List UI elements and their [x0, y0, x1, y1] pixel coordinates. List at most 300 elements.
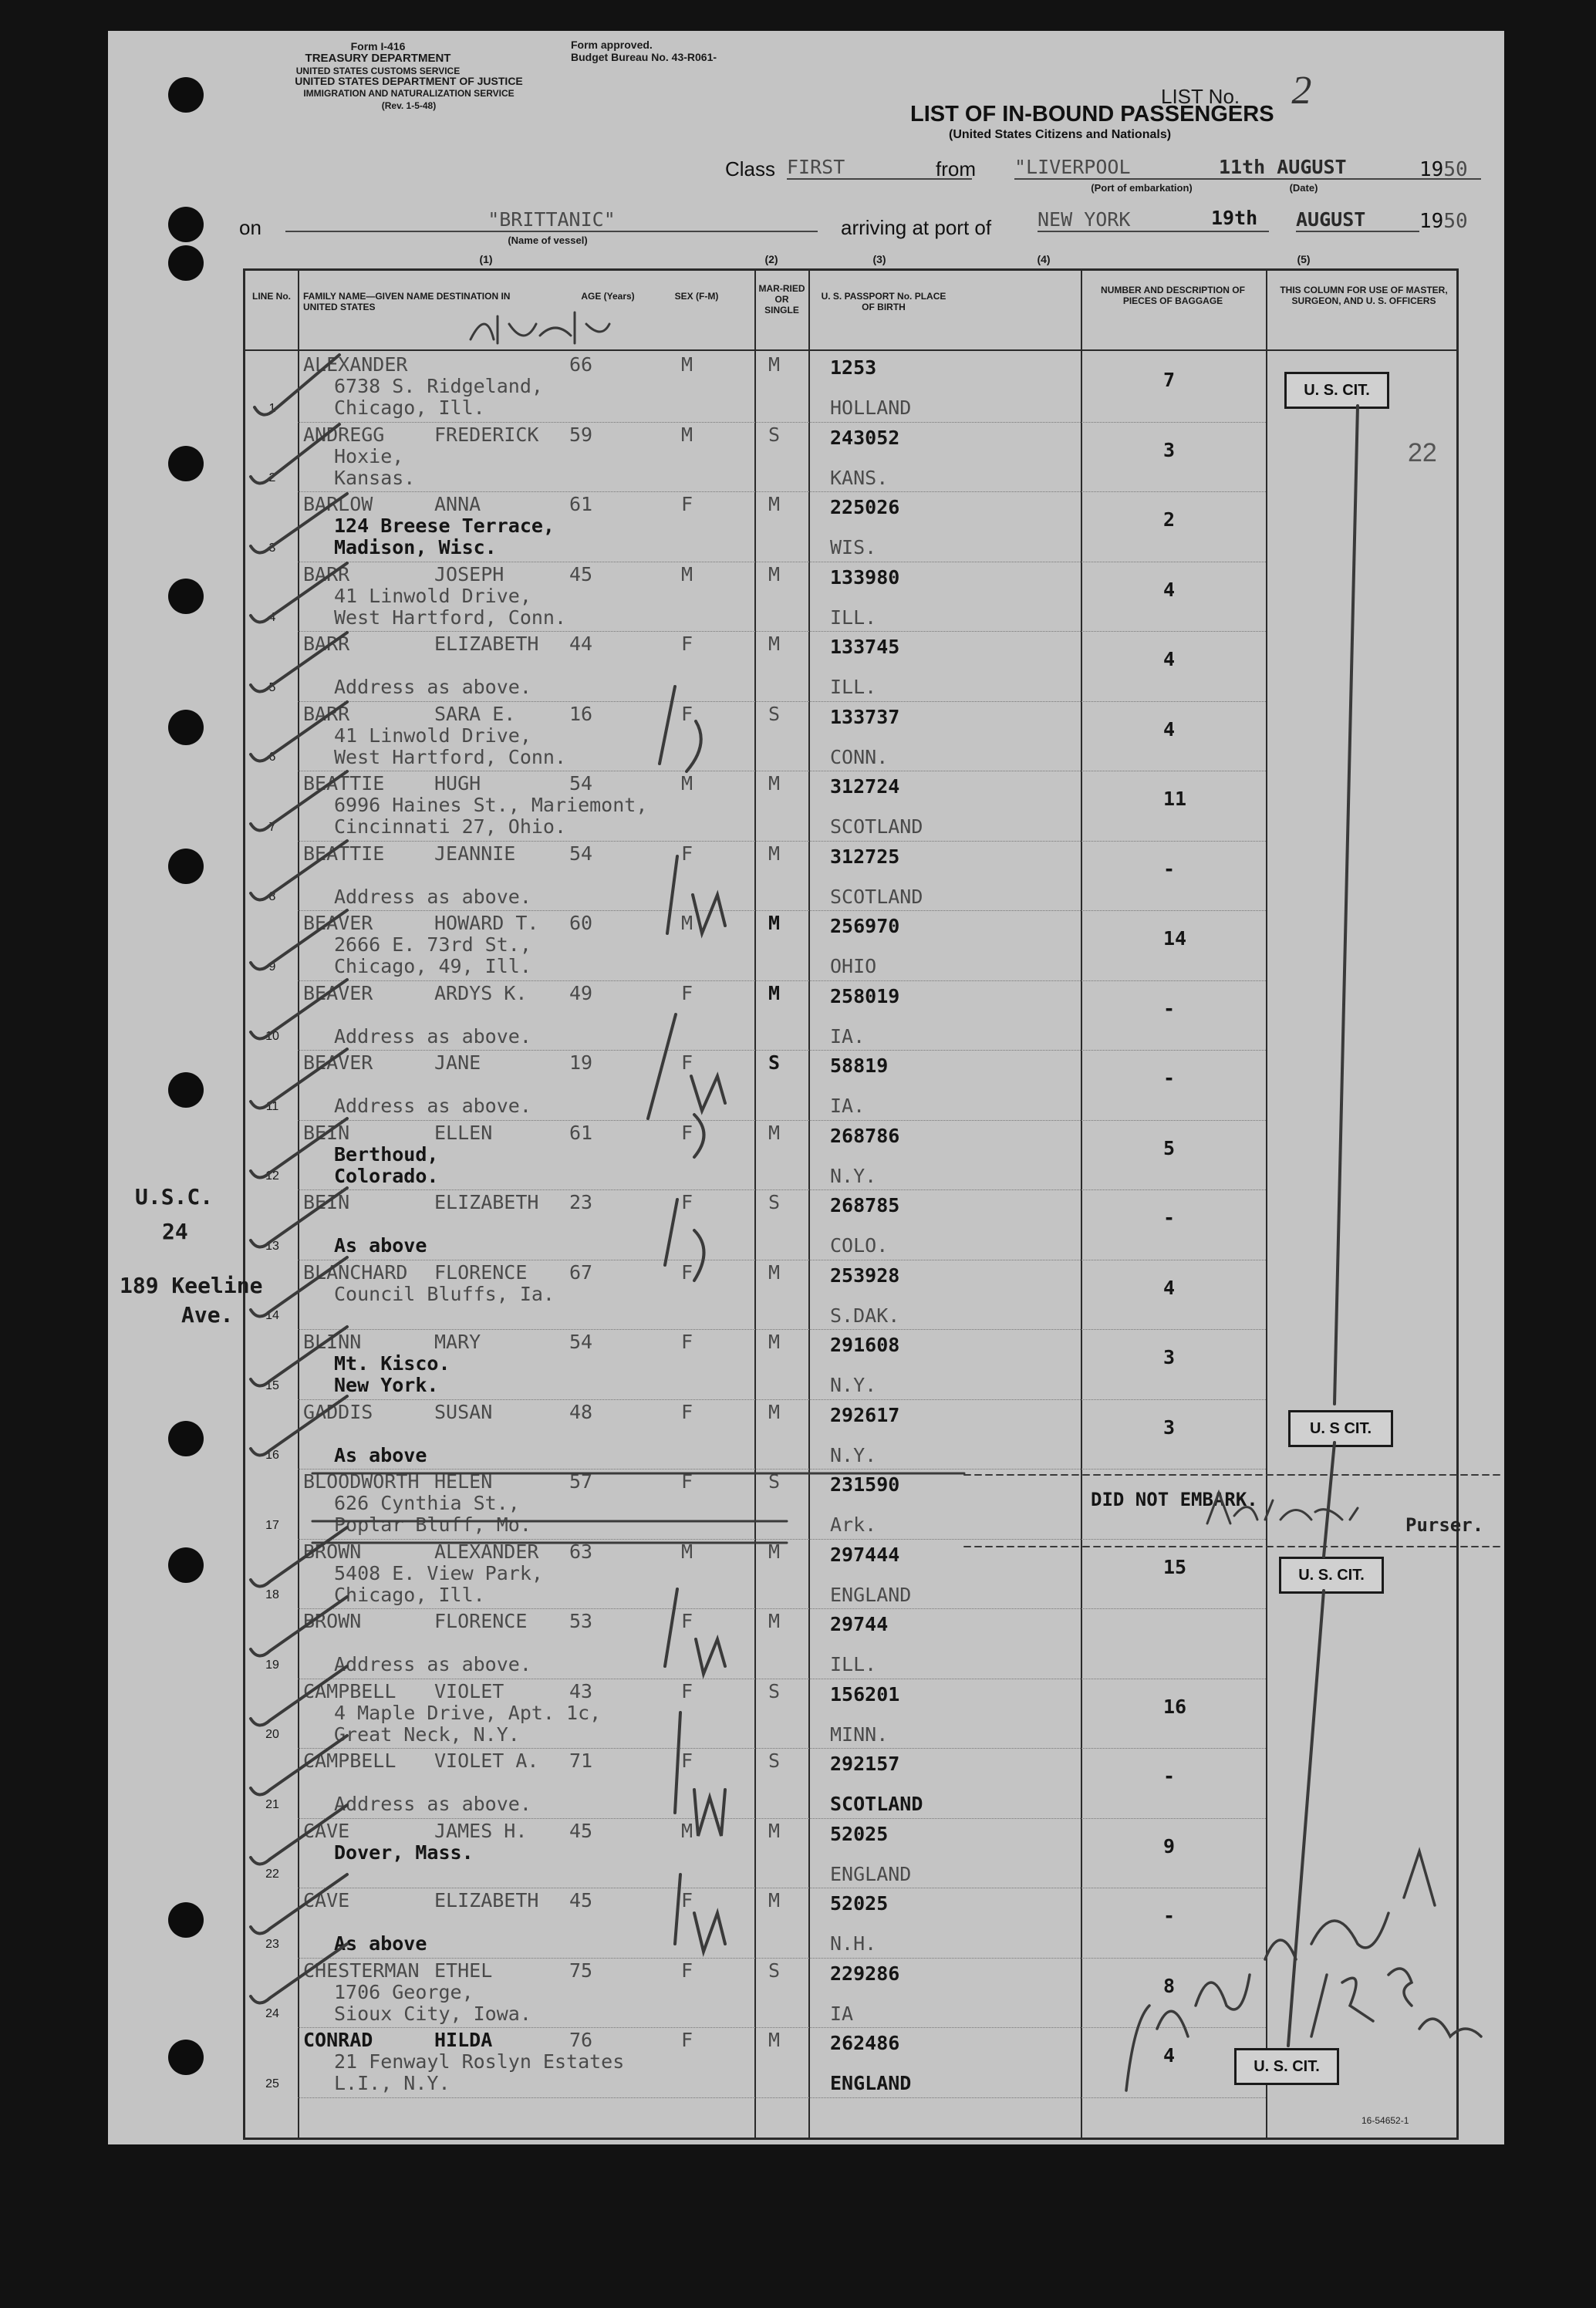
hdr-age: AGE (Years) — [581, 291, 635, 302]
check-mark — [251, 1396, 347, 1456]
passport-number: 156201 — [830, 1682, 900, 1706]
binder-hole — [168, 710, 204, 745]
marital-status: M — [768, 633, 781, 655]
address-line-1: 6996 Haines St., Mariemont, — [334, 794, 648, 816]
place-of-birth: IA. — [830, 1095, 865, 1117]
baggage-count: - — [1163, 1905, 1176, 1927]
family-name: BEIN — [303, 1191, 350, 1213]
given-name: JEANNIE — [434, 842, 516, 865]
age: 57 — [569, 1470, 593, 1493]
arrival-year-prefix: 19 — [1419, 210, 1444, 233]
line-number: 10 — [265, 1030, 279, 1043]
sex: F — [681, 1331, 693, 1353]
passport-number: 243052 — [830, 426, 900, 449]
expedited-note-ink — [1126, 1851, 1435, 2090]
family-name: CAMPBELL — [303, 1679, 396, 1702]
family-name: BEAVER — [303, 912, 373, 934]
check-mark — [251, 1527, 347, 1587]
passport-number: 229286 — [830, 1962, 900, 1985]
col-num-4: (4) — [1037, 253, 1051, 265]
sex: M — [681, 1819, 693, 1842]
passport-number: 256970 — [830, 915, 900, 937]
baggage-count: 3 — [1163, 1416, 1176, 1439]
family-name: BARR — [303, 562, 350, 585]
sex: M — [681, 1540, 693, 1563]
sex: F — [681, 1889, 693, 1912]
age: 76 — [569, 2029, 593, 2051]
line-number: 18 — [265, 1588, 279, 1601]
age: 45 — [569, 1819, 593, 1842]
age: 66 — [569, 353, 593, 376]
given-name: JOSEPH — [434, 562, 504, 585]
passport-number: 52025 — [830, 1822, 889, 1845]
page-subtitle: (United States Citizens and Nationals) — [949, 128, 1172, 141]
customs-service: UNITED STATES CUSTOMS SERVICE — [295, 66, 461, 76]
class-label: Class — [725, 157, 776, 181]
address-line-2: Address as above. — [334, 1024, 531, 1048]
manifest-sheet — [108, 31, 1504, 2144]
binder-hole — [168, 207, 204, 242]
marital-status: M — [768, 1400, 781, 1423]
family-name: BEATTIE — [303, 772, 385, 795]
ins-service: IMMIGRATION AND NATURALIZATION SERVICE — [303, 88, 515, 99]
line-number: 15 — [265, 1378, 279, 1392]
age: 61 — [569, 1121, 593, 1144]
passport-number: 1253 — [830, 356, 877, 379]
baggage-count: - — [1163, 1765, 1176, 1787]
marital-status: M — [768, 912, 781, 934]
budget-bureau: Budget Bureau No. 43-R061- — [571, 51, 717, 63]
given-name: FLORENCE — [434, 1610, 528, 1632]
given-name: HILDA — [434, 2029, 493, 2051]
address-line-1: Mt. Kisco. — [334, 1352, 450, 1375]
passport-number: 268785 — [830, 1194, 900, 1216]
address-line-2: Chicago, Ill. — [334, 396, 485, 419]
age: 54 — [569, 1331, 593, 1353]
line-number: 1 — [268, 401, 276, 415]
form-code: 16-54652-1 — [1361, 2115, 1409, 2126]
place-of-birth: MINN. — [830, 1723, 889, 1746]
time-note-ink — [1311, 1969, 1481, 2036]
passport-number: 291608 — [830, 1334, 900, 1356]
family-name: ANDREGG — [303, 423, 385, 446]
year-suffix: 50 — [1443, 158, 1468, 181]
age: 54 — [569, 842, 593, 865]
check-mark — [251, 1327, 347, 1386]
passport-number: 231590 — [830, 1473, 900, 1496]
binder-hole — [168, 1072, 204, 1108]
family-marker — [667, 856, 677, 933]
marital-status: M — [768, 1540, 781, 1563]
check-mark — [255, 355, 339, 415]
place-of-birth: KANS. — [830, 466, 889, 489]
address-line-2: Cincinnati 27, Ohio. — [334, 815, 567, 838]
marital-status: M — [768, 353, 781, 376]
line-number: 17 — [265, 1518, 279, 1532]
baggage-count: - — [1163, 857, 1176, 880]
address-line-2: As above — [334, 1932, 427, 1955]
baggage-count: 3 — [1163, 1346, 1176, 1368]
address-line-1: 124 Breese Terrace, — [334, 515, 555, 537]
family-marker — [693, 895, 725, 933]
line-number: 5 — [268, 680, 276, 694]
line-number: 20 — [265, 1728, 279, 1741]
check-mark — [251, 494, 347, 553]
check-mark — [251, 702, 350, 761]
family-name: BLOODWORTH — [303, 1470, 420, 1493]
address-line-1: Berthoud, — [334, 1142, 439, 1166]
family-marker — [691, 1076, 725, 1111]
purser-text: Purser — [1405, 1514, 1473, 1536]
age: 43 — [569, 1679, 593, 1702]
marital-status: S — [768, 702, 781, 725]
address-line-2: Address as above. — [334, 1653, 531, 1675]
place-of-birth: IA. — [830, 1024, 865, 1048]
sex: F — [681, 842, 693, 865]
class-value: FIRST — [787, 156, 972, 180]
family-marker — [660, 687, 675, 764]
sex: F — [681, 1260, 693, 1284]
age: 75 — [569, 1959, 593, 1982]
from-label: from — [936, 157, 976, 181]
age: 45 — [569, 562, 593, 585]
sex: F — [681, 1191, 693, 1213]
given-name: HELEN — [434, 1470, 493, 1493]
family-name: BARLOW — [303, 493, 373, 515]
baggage-count: 7 — [1163, 369, 1176, 391]
given-name: ALEXANDER — [434, 1540, 539, 1563]
marital-status: M — [768, 562, 781, 585]
baggage-count: 4 — [1163, 2044, 1176, 2067]
age: 53 — [569, 1610, 593, 1632]
on-label: on — [239, 216, 262, 239]
baggage-count: 4 — [1163, 1276, 1176, 1299]
marital-status: S — [768, 1959, 781, 1982]
age: 60 — [569, 912, 593, 934]
family-name: CONRAD — [303, 2029, 373, 2051]
given-name: FLORENCE — [434, 1260, 528, 1284]
given-name: SUSAN — [434, 1400, 493, 1423]
line-number: 21 — [265, 1797, 279, 1811]
place-of-birth: ILL. — [830, 1653, 877, 1675]
place-of-birth: N.Y. — [830, 1374, 877, 1396]
check-mark — [251, 841, 347, 900]
arrival-day: 19th — [1211, 207, 1258, 229]
age: 63 — [569, 1540, 593, 1563]
family-name: BLINN — [303, 1331, 362, 1353]
passport-number: 52025 — [830, 1892, 889, 1915]
passport-number: 29744 — [830, 1613, 889, 1635]
family-marker — [694, 1230, 704, 1281]
passport-number: 297444 — [830, 1543, 900, 1566]
family-name: CAVE — [303, 1819, 350, 1842]
binder-hole — [168, 245, 204, 281]
address-line-1: Council Bluffs, Ia. — [334, 1282, 555, 1305]
given-name: JAMES H. — [434, 1819, 528, 1842]
line-number: 2 — [268, 471, 276, 484]
hdr-line-no: LINE No. — [252, 291, 291, 302]
page-mark: 22 — [1408, 438, 1437, 467]
line-number: 25 — [265, 2077, 279, 2090]
family-name: CHESTERMAN — [303, 1959, 420, 1982]
binder-hole — [168, 77, 204, 113]
given-name: JANE — [434, 1051, 481, 1074]
place-of-birth: ENGLAND — [830, 1862, 912, 1885]
form-approved: Form approved. — [571, 39, 653, 51]
age: 61 — [569, 493, 593, 515]
family-marker — [694, 1790, 725, 1836]
family-name: CAMPBELL — [303, 1750, 396, 1772]
address-line-2: West Hartford, Conn. — [334, 745, 567, 768]
check-mark — [251, 1736, 347, 1795]
passport-number: 312725 — [830, 845, 900, 868]
marital-status: M — [768, 493, 781, 515]
age: 49 — [569, 981, 593, 1004]
address-line-2: Poplar Bluff, Mo. — [334, 1513, 531, 1536]
baggage-count: 2 — [1163, 508, 1176, 531]
sex: F — [681, 1750, 693, 1772]
date-caption: (Date) — [1289, 182, 1318, 194]
sex: F — [681, 493, 693, 515]
arrival-port: NEW YORK — [1038, 208, 1269, 232]
address-line-1: Dover, Mass. — [334, 1841, 474, 1864]
baggage-count: - — [1163, 1067, 1176, 1089]
check-mark — [251, 633, 350, 692]
address-line-2: Address as above. — [334, 676, 531, 698]
family-name: ALEXANDER — [303, 353, 408, 376]
binder-hole — [168, 1547, 204, 1583]
age: 59 — [569, 423, 593, 446]
check-mark — [251, 562, 350, 623]
sex: M — [681, 772, 693, 795]
family-name: BEAVER — [303, 981, 373, 1004]
place-of-birth: CONN. — [830, 745, 889, 768]
given-name: ETHEL — [434, 1959, 493, 1982]
line-number: 4 — [268, 611, 276, 624]
marital-status: S — [768, 1191, 781, 1213]
check-mark — [251, 980, 347, 1039]
arriving-label: arriving at port of — [841, 216, 992, 239]
purser-label: Purser. — [1405, 1514, 1484, 1536]
family-name: BARR — [303, 633, 350, 655]
address-line-1: 41 Linwold Drive, — [334, 584, 531, 607]
form-number: Form I-416 — [350, 40, 406, 52]
family-marker — [675, 1874, 680, 1944]
check-mark — [251, 1119, 350, 1178]
place-of-birth: S.DAK. — [830, 1304, 900, 1327]
place-of-birth: SCOTLAND — [830, 885, 923, 908]
family-name: BEAVER — [303, 1051, 373, 1074]
marital-status: S — [768, 1679, 781, 1702]
hdr-married: MAR-RIED OR SINGLE — [758, 283, 805, 315]
page-title: LIST OF IN-BOUND PASSENGERS — [910, 102, 1274, 127]
marital-status: M — [768, 981, 781, 1004]
marital-status: M — [768, 1260, 781, 1284]
year-prefix: 19 — [1419, 158, 1444, 181]
given-name: VIOLET — [434, 1679, 504, 1702]
age: 48 — [569, 1400, 593, 1423]
age: 16 — [569, 702, 593, 725]
place-of-birth: SCOTLAND — [830, 1793, 923, 1815]
age: 71 — [569, 1750, 593, 1772]
family-name: GADDIS — [303, 1400, 373, 1423]
sex: F — [681, 2029, 693, 2051]
place-of-birth: ENGLAND — [830, 1583, 912, 1606]
address-line-2: Kansas. — [334, 466, 416, 489]
list-no-label: LIST No. — [1161, 85, 1240, 108]
address-line-1: 2666 E. 73rd St., — [334, 933, 531, 956]
passport-number: 258019 — [830, 984, 900, 1007]
vessel-caption: (Name of vessel) — [508, 235, 588, 246]
treasury-dept: TREASURY DEPARTMENT — [305, 52, 451, 65]
binder-hole — [168, 2040, 204, 2075]
marital-status: M — [768, 1819, 781, 1842]
age: 45 — [569, 1889, 593, 1912]
address-line-1: 5408 E. View Park, — [334, 1561, 543, 1584]
baggage-count: 4 — [1163, 578, 1176, 601]
family-marker — [648, 1014, 676, 1119]
port-caption: (Port of embarkation) — [1091, 182, 1193, 194]
place-of-birth: ILL. — [830, 676, 877, 698]
check-mark — [251, 771, 347, 831]
marital-status: S — [768, 1750, 781, 1772]
col-num-5: (5) — [1297, 253, 1311, 265]
passport-number: 225026 — [830, 496, 900, 518]
baggage-count: 14 — [1163, 927, 1187, 950]
line-number: 22 — [265, 1868, 279, 1881]
sex: F — [681, 1679, 693, 1702]
baggage-count: 4 — [1163, 717, 1176, 741]
line-number: 8 — [268, 890, 276, 903]
address-line-2: New York. — [334, 1374, 439, 1396]
baggage-count: 4 — [1163, 648, 1176, 670]
citizenship-stamp: U. S. CIT. — [1284, 372, 1389, 409]
line-number: 23 — [265, 1937, 279, 1951]
address-line-1: Hoxie, — [334, 444, 404, 467]
sex: F — [681, 1959, 693, 1982]
passport-number: 58819 — [830, 1054, 889, 1077]
given-name: HOWARD T. — [434, 912, 539, 934]
check-mark — [251, 1188, 350, 1247]
address-line-2: Address as above. — [334, 885, 531, 908]
list-no-value: 2 — [1291, 69, 1312, 113]
line-number: 11 — [265, 1099, 279, 1113]
justice-dept: UNITED STATES DEPARTMENT OF JUSTICE — [295, 75, 523, 87]
col-num-3: (3) — [872, 253, 886, 265]
revision: (Rev. 1-5-48) — [381, 100, 437, 111]
margin-address-1: 189 Keeline — [120, 1273, 263, 1298]
marital-status: M — [768, 1889, 781, 1912]
hdr-baggage: NUMBER AND DESCRIPTION OF PIECES OF BAGGAGE — [1101, 285, 1245, 306]
place-of-birth: OHIO — [830, 955, 877, 977]
marital-status: S — [768, 423, 781, 446]
age: 19 — [569, 1051, 593, 1074]
check-mark — [251, 1597, 347, 1656]
address-line-1: 626 Cynthia St., — [334, 1492, 520, 1514]
embark-date: 11th AUGUST — [1219, 156, 1481, 180]
col-num-1: (1) — [479, 253, 493, 265]
check-mark — [251, 1049, 347, 1108]
given-name: VIOLET A. — [434, 1750, 539, 1772]
citizenship-stamp: U. S. CIT. — [1279, 1557, 1384, 1594]
baggage-count: 15 — [1163, 1555, 1187, 1578]
passport-number: 253928 — [830, 1264, 900, 1287]
marital-status: M — [768, 2029, 781, 2051]
hdr-name: FAMILY NAME—GIVEN NAME DESTINATION IN UNITED STATES — [303, 291, 511, 312]
family-marker — [687, 721, 701, 771]
place-of-birth: HOLLAND — [830, 396, 912, 419]
baggage-count: 3 — [1163, 438, 1176, 461]
family-name: CAVE — [303, 1889, 350, 1912]
address-line-1: 6738 S. Ridgeland, — [334, 375, 543, 397]
sex: F — [681, 1610, 693, 1632]
address-line-2: Sioux City, Iowa. — [334, 2002, 531, 2025]
address-line-2: Madison, Wisc. — [334, 536, 497, 558]
line-number: 16 — [265, 1449, 279, 1462]
given-name: ELIZABETH — [434, 1191, 539, 1213]
sex: F — [681, 1400, 693, 1423]
place-of-birth: COLO. — [830, 1234, 889, 1257]
baggage-count: DID NOT EMBARK. — [1091, 1489, 1258, 1510]
passport-number: 133980 — [830, 565, 900, 589]
family-marker — [665, 1589, 677, 1666]
marital-status: M — [768, 842, 781, 865]
baggage-count: 9 — [1163, 1834, 1176, 1858]
stamp-connector-line — [1334, 406, 1358, 1404]
hdr-sex: SEX (F-M) — [674, 291, 719, 302]
given-name: ELLEN — [434, 1121, 493, 1144]
family-marker — [696, 1639, 725, 1674]
address-line-1: 41 Linwold Drive, — [334, 724, 531, 747]
stamp-connector-line — [1288, 1591, 1324, 2046]
age: 54 — [569, 772, 593, 795]
family-marker — [665, 1200, 677, 1265]
address-line-2: As above — [334, 1234, 427, 1257]
line-number: 24 — [265, 2007, 279, 2020]
hdr-passport: U. S. PASSPORT No. PLACE OF BIRTH — [821, 291, 946, 312]
marital-status: M — [768, 1610, 781, 1632]
check-mark — [251, 1944, 347, 2003]
col-num-2: (2) — [764, 253, 778, 265]
baggage-count: 11 — [1163, 788, 1187, 810]
marital-status: M — [768, 1121, 781, 1144]
given-name: ELIZABETH — [434, 1889, 539, 1912]
marital-status: S — [768, 1051, 781, 1074]
given-name: ELIZABETH — [434, 633, 539, 655]
line-number: 3 — [268, 541, 276, 555]
age: 23 — [569, 1191, 593, 1213]
line-number: 19 — [265, 1658, 279, 1672]
line-number: 13 — [265, 1239, 279, 1253]
address-line-1: 21 Fenwayl Roslyn Estates — [334, 2050, 625, 2073]
handwriting-overlay — [108, 31, 1504, 2144]
address-line-1: 4 Maple Drive, Apt. 1c, — [334, 1701, 602, 1724]
passport-number: 262486 — [830, 2032, 900, 2054]
family-name: BEATTIE — [303, 842, 385, 865]
place-of-birth: ILL. — [830, 606, 877, 629]
address-line-2: As above — [334, 1443, 427, 1466]
baggage-count: - — [1163, 997, 1176, 1020]
marital-status: M — [768, 772, 781, 795]
margin-usc: U.S.C. — [135, 1184, 214, 1210]
purser-signature-ink — [1207, 1493, 1358, 1523]
sex: F — [681, 1051, 693, 1074]
family-marker — [675, 1712, 680, 1813]
family-name: BROWN — [303, 1610, 362, 1632]
age: 67 — [569, 1260, 593, 1284]
line-number: 9 — [268, 960, 276, 973]
check-mark — [251, 1257, 347, 1317]
